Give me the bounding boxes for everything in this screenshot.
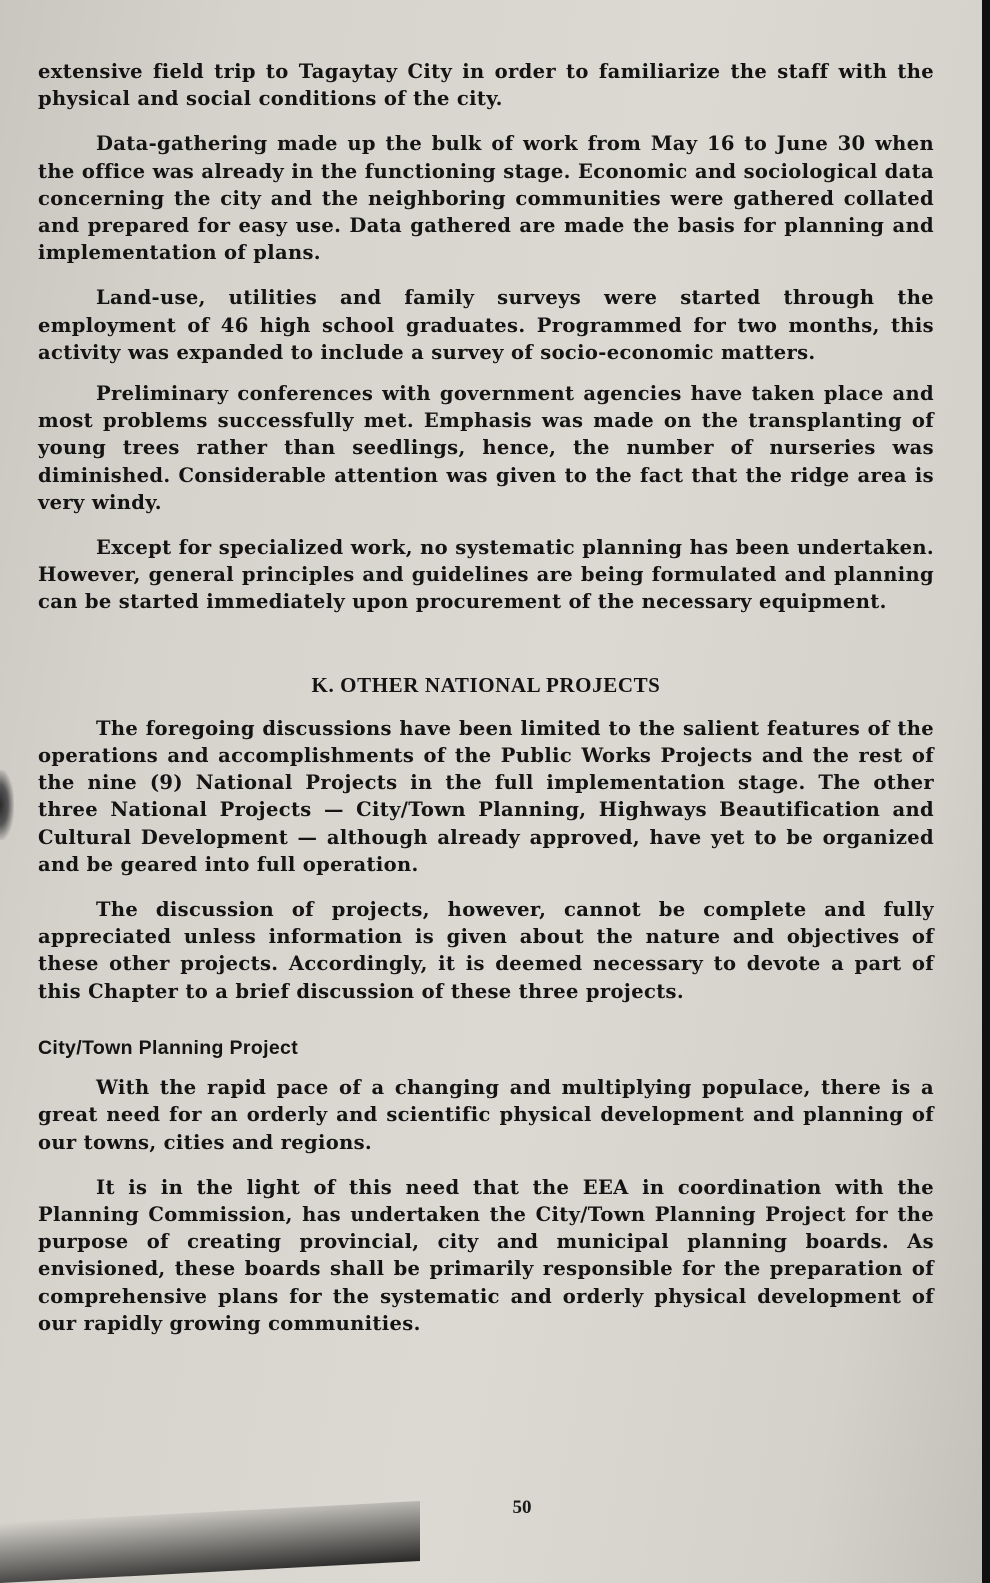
paragraph-field-trip: extensive field trip to Tagaytay City in order to familiarize the staff with the physical and social conditions of the city. [38, 60, 934, 111]
paragraph-data-gathering: Data-gathering made up the bulk of work from May 16 to June 30 when the office was already in the functioning stage. Economic and sociological data concerning the city and the neighboring communities were gathered collated and prepared for easy use. Data gathered are made the basis for planning and implementation of plans. [38, 132, 934, 265]
paragraph-discussion-of-projects: The discussion of projects, however, cannot be complete and fully appreciated unless information is given about the nature and objectives of these other projects. Accordingly, it is deemed necessary to devote a part of this Chapter to a brief discussion of these three projects. [38, 898, 934, 1003]
paragraph-preliminary-conferences: Preliminary conferences with government agencies have taken place and most problems successfully met. Emphasis was made on the transplanting of young trees rather than seedlings, hence, the number of nurseries was diminished. Considerable attention was given to the fact that the ridge area is very windy. [38, 382, 934, 514]
subsection-heading: City/Town Planning Project [38, 1036, 299, 1059]
section-heading: K. OTHER NATIONAL PROJECTS [311, 672, 661, 697]
paragraph-planning-boards: It is in the light of this need that the EEA in coordination with the Planning Commission, has undertaken the City/Town Planning Project for the purpose of creating provincial, city and municipal planning boards. As envisioned, these boards shall be primarily responsible for the preparation of comprehensive plans for the systematic and orderly physical development of our rapidly growing communities. [38, 1175, 934, 1335]
page-number: 50 [512, 1497, 532, 1518]
page-content [38, 58, 934, 1337]
page-edge-shadow [982, 0, 990, 1583]
paragraph-specialized-work: Except for specialized work, no systematic planning has been undertaken. However, general principles and guidelines are being formulated and planning can be started immediately upon procurement of the necessary equipment. [38, 536, 934, 614]
paragraph-land-use: Land-use, utilities and family surveys were started through the employment of 46 high school graduates. Programmed for two months, this activity was expanded to include a survey of socio-economic matters. [38, 286, 934, 364]
page-binding-mark [0, 770, 14, 840]
paragraph-foregoing-discussions: The foregoing discussions have been limited to the salient features of the operations and accomplishments of the Public Works Projects and the rest of the nine (9) National Projects in the full implementation stage. The other three National Projects — City/Town Planning, Highways Beautification and Cultural Development — although already approved, have yet to be organized and be geared into full operation. [38, 716, 934, 876]
paragraph-rapid-pace: With the rapid pace of a changing and multiplying populace, there is a great need for an orderly and scientific physical development and planning of our towns, cities and regions. [38, 1076, 934, 1154]
